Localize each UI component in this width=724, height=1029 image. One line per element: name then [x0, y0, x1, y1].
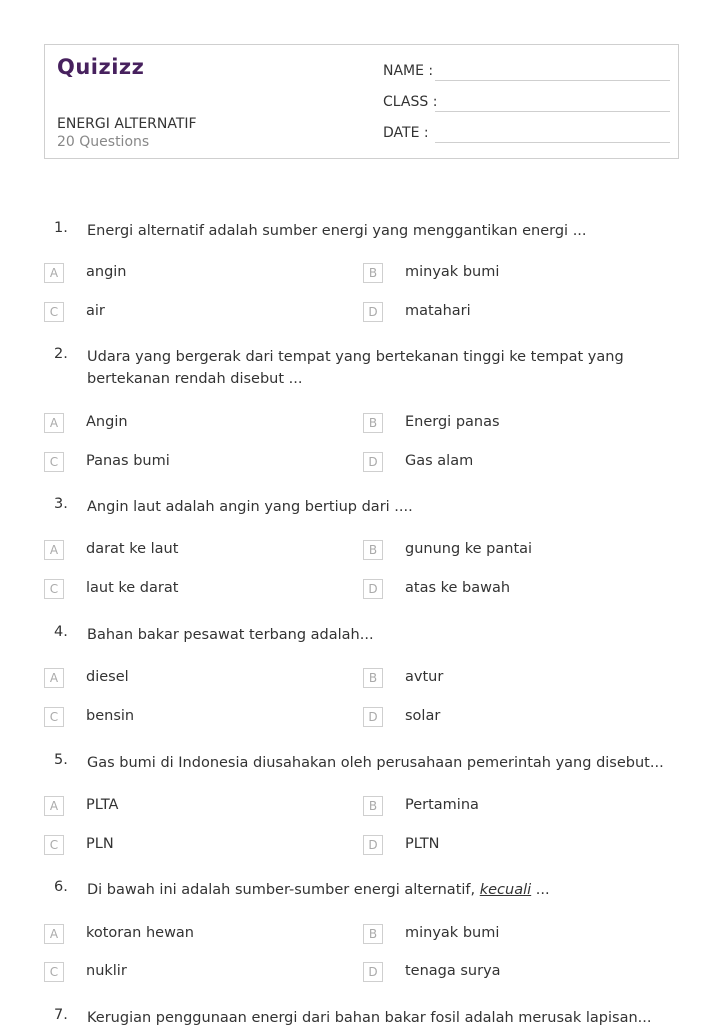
option-letter: B	[363, 668, 383, 688]
option-text: PLTA	[86, 797, 119, 813]
option-text: avtur	[405, 669, 444, 685]
date-field[interactable]	[383, 125, 670, 145]
date-label: DATE :	[383, 125, 429, 141]
class-line	[435, 111, 670, 112]
option-letter: A	[44, 796, 64, 816]
option-text: darat ke laut	[86, 541, 179, 557]
option-letter: D	[363, 707, 383, 727]
question-number: 2.	[54, 346, 68, 362]
question-text	[87, 879, 669, 901]
option-text: minyak bumi	[405, 925, 500, 941]
option-text: PLN	[86, 836, 114, 852]
option-letter: D	[363, 962, 383, 982]
worksheet-header	[44, 44, 679, 159]
name-line	[435, 80, 670, 81]
option-text: Angin	[86, 414, 128, 430]
option-letter: A	[44, 924, 64, 944]
question-text: Gas bumi di Indonesia diusahakan oleh perusahaan pemerintah yang disebut...	[87, 755, 664, 771]
option-text: diesel	[86, 669, 129, 685]
question-text: Udara yang bergerak dari tempat yang bertekanan tinggi ke tempat yang bertekanan rendah disebut ...	[87, 349, 624, 387]
option-text: Pertamina	[405, 797, 479, 813]
option-letter: A	[44, 413, 64, 433]
option-text: atas ke bawah	[405, 580, 511, 596]
option-letter: D	[363, 579, 383, 599]
question-text: Energi alternatif adalah sumber energi yang menggantikan energi ...	[87, 223, 587, 239]
question-number: 1.	[54, 220, 68, 236]
question-text: Bahan bakar pesawat terbang adalah...	[87, 627, 374, 643]
quizizz-logo: Quizizz	[57, 55, 145, 79]
question-number: 7.	[54, 1007, 68, 1023]
option-text: gunung ke pantai	[405, 541, 533, 557]
question-emphasis: kecuali	[479, 882, 532, 898]
option-text: matahari	[405, 303, 471, 319]
option-letter: D	[363, 452, 383, 472]
question-number: 3.	[54, 496, 68, 512]
question-suffix: ...	[531, 882, 550, 898]
option-letter: C	[44, 452, 64, 472]
option-letter: B	[363, 263, 383, 283]
option-text: Energi panas	[405, 414, 500, 430]
option-letter: C	[44, 302, 64, 322]
option-text: bensin	[86, 708, 135, 724]
class-field[interactable]	[383, 94, 670, 114]
option-letter: A	[44, 540, 64, 560]
option-text: solar	[405, 708, 441, 724]
question-number: 5.	[54, 752, 68, 768]
option-text: tenaga surya	[405, 963, 501, 979]
worksheet-title: ENERGI ALTERNATIF	[57, 116, 197, 132]
option-text: Panas bumi	[86, 453, 170, 469]
question-text: Angin laut adalah angin yang bertiup dari ....	[87, 499, 413, 515]
option-text: air	[86, 303, 105, 319]
date-line	[435, 142, 670, 143]
question-number: 6.	[54, 879, 68, 895]
option-text: laut ke darat	[86, 580, 179, 596]
name-label: NAME :	[383, 63, 434, 79]
option-letter: C	[44, 579, 64, 599]
option-letter: C	[44, 707, 64, 727]
class-label: CLASS :	[383, 94, 438, 110]
option-letter: B	[363, 924, 383, 944]
option-text: Gas alam	[405, 453, 474, 469]
question-text-main: Di bawah ini adalah sumber-sumber energi alternatif,	[87, 882, 476, 898]
option-letter: B	[363, 413, 383, 433]
option-text: angin	[86, 264, 127, 280]
option-text: PLTN	[405, 836, 440, 852]
option-letter: B	[363, 540, 383, 560]
option-letter: A	[44, 668, 64, 688]
option-letter: C	[44, 962, 64, 982]
option-letter: D	[363, 302, 383, 322]
option-letter: A	[44, 263, 64, 283]
option-letter: C	[44, 835, 64, 855]
option-text: nuklir	[86, 963, 127, 979]
question-number: 4.	[54, 624, 68, 640]
option-letter: D	[363, 835, 383, 855]
option-text: kotoran hewan	[86, 925, 194, 941]
question-count: 20 Questions	[57, 134, 150, 150]
option-text: minyak bumi	[405, 264, 500, 280]
name-field[interactable]	[383, 63, 670, 83]
option-letter: B	[363, 796, 383, 816]
question-text: Kerugian penggunaan energi dari bahan bakar fosil adalah merusak lapisan...	[87, 1010, 652, 1026]
